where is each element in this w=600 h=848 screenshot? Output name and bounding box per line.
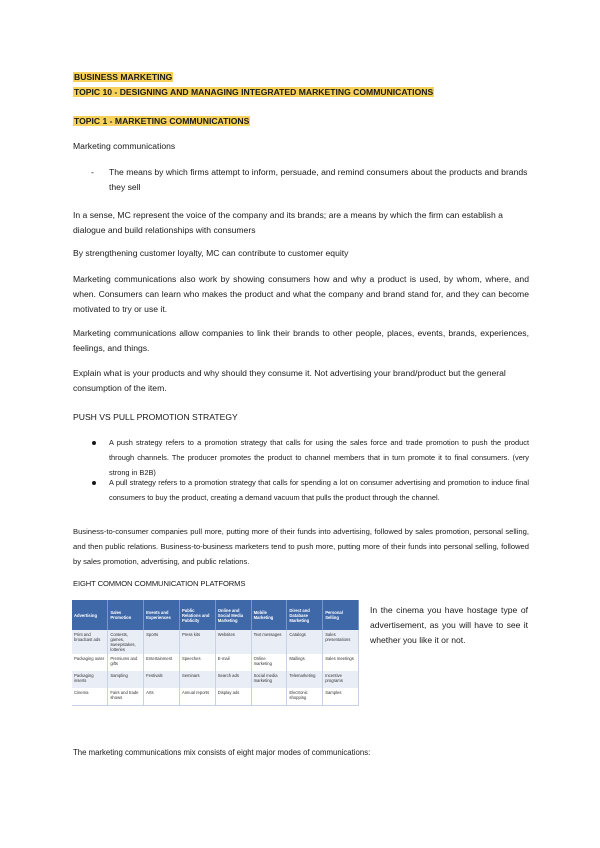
table-cell: Sales meetings — [323, 654, 359, 671]
table-cell: Press kits — [179, 630, 215, 654]
table-row — [72, 688, 359, 706]
table-row — [72, 654, 359, 671]
subtopic-title: TOPIC 1 - MARKETING COMMUNICATIONS — [74, 116, 250, 126]
table-cell: Incentive programs — [323, 671, 359, 688]
column-header: Mobile Marketing — [251, 600, 287, 630]
table-cell: Packaging inserts — [72, 671, 108, 688]
platforms-heading: EIGHT COMMON COMMUNICATION PLATFORMS — [73, 579, 246, 588]
table-cell: Telemarketing — [287, 671, 323, 688]
column-header: Sales Promotion — [108, 600, 144, 630]
push-strategy-text: A push strategy refers to a promotion strategy that calls for using the sales force and trade promotion to push the product through channels. The producer promotes the product to channel members that in turn promote it to final consumers. (very strong in B2B) — [109, 438, 529, 477]
definition-text: The means by which firms attempt to inform, persuade, and remind consumers about the products and brands they sell — [109, 167, 528, 192]
table-cell: Arts — [144, 688, 180, 706]
column-header: Events and Experiences — [144, 600, 180, 630]
table-cell: Print and broadcast ads — [72, 630, 108, 654]
table-header-row — [72, 600, 359, 630]
column-header: Public Relations and Publicity — [179, 600, 215, 630]
column-header: Personal Selling — [323, 600, 359, 630]
course-title: BUSINESS MARKETING — [74, 72, 173, 82]
table-cell: Samples — [323, 688, 359, 706]
table-cell: Packaging outer — [72, 654, 108, 671]
table-cell: Text messages — [251, 630, 287, 654]
table-cell: Entertainment — [144, 654, 180, 671]
table-cell: Contests, games, sweepstakes, lotteries — [108, 630, 144, 654]
definition-term: Marketing communications — [73, 141, 176, 151]
link-paragraph: Marketing communications allow companies to link their brands to other people, places, events, brands, experiences, feelings, and things. — [73, 328, 529, 353]
table-cell: Speeches — [179, 654, 215, 671]
bullet-icon — [92, 481, 96, 485]
table-cell: Websites — [215, 630, 251, 654]
column-header: Direct and Database Marketing — [287, 600, 323, 630]
table-row — [72, 630, 359, 654]
table-cell: Mailings — [287, 654, 323, 671]
b2c-b2b-summary: Business-to-consumer companies pull more, putting more of their funds into advertising, followed by sales promotion, personal selling, and then public relations. Business-to-business marketers tend to push more, putting more of their funds into personal selling, followed by sales promotion, advertising, and public relations. — [73, 527, 529, 566]
voice-paragraph: In a sense, MC represent the voice of the company and its brands; are a means by which the firm can establish a dialogue and build relationships with consumers — [73, 210, 503, 235]
dash-marker: - — [91, 167, 94, 177]
table-row — [72, 671, 359, 688]
table-cell: Online marketing — [251, 654, 287, 671]
table-cell — [251, 688, 287, 706]
table-cell: Seminars — [179, 671, 215, 688]
table-cell: Sports — [144, 630, 180, 654]
table-cell: Search ads — [215, 671, 251, 688]
table-cell: Fairs and trade shows — [108, 688, 144, 706]
pull-strategy-text: A pull strategy refers to a promotion strategy that calls for spending a lot on consumer advertising and promotion to induce final consumers to buy the product, creating a demand vacuum that pulls the product through the channel. — [109, 478, 529, 502]
platforms-table — [72, 600, 359, 706]
bullet-icon — [92, 441, 96, 445]
table-cell: Display ads — [215, 688, 251, 706]
table-cell: E-mail — [215, 654, 251, 671]
how-why-paragraph: Marketing communications also work by showing consumers how and why a product is used, by whom, where, and when. Consumers can learn who makes the product and what the company and brand stand for, and they can become motivated to try or use it. — [73, 274, 529, 314]
communications-mix-text: The marketing communications mix consists of eight major modes of communications: — [73, 748, 371, 757]
explain-paragraph: Explain what is your products and why should they consume it. Not advertising your brand/product but the general consumption of the item. — [73, 368, 506, 393]
equity-paragraph: By strengthening customer loyalty, MC can contribute to customer equity — [73, 248, 349, 258]
table-cell: Catalogs — [287, 630, 323, 654]
table-cell: Annual reports — [179, 688, 215, 706]
table-cell: Cinema — [72, 688, 108, 706]
table-cell: Social media marketing — [251, 671, 287, 688]
cinema-side-note: In the cinema you have hostage type of advertisement, as you will have to see it whether you like it or not. — [370, 605, 528, 645]
topic-title: TOPIC 10 - DESIGNING AND MANAGING INTEGRATED MARKETING COMMUNICATIONS — [74, 87, 434, 97]
push-pull-heading: PUSH VS PULL PROMOTION STRATEGY — [73, 412, 238, 422]
table-cell: Sales presentations — [323, 630, 359, 654]
table-cell: Premiums and gifts — [108, 654, 144, 671]
table-cell: Sampling — [108, 671, 144, 688]
table-cell: Electronic shopping — [287, 688, 323, 706]
table-cell: Festivals — [144, 671, 180, 688]
column-header: Advertising — [72, 600, 108, 630]
column-header: Online and Social Media Marketing — [215, 600, 251, 630]
